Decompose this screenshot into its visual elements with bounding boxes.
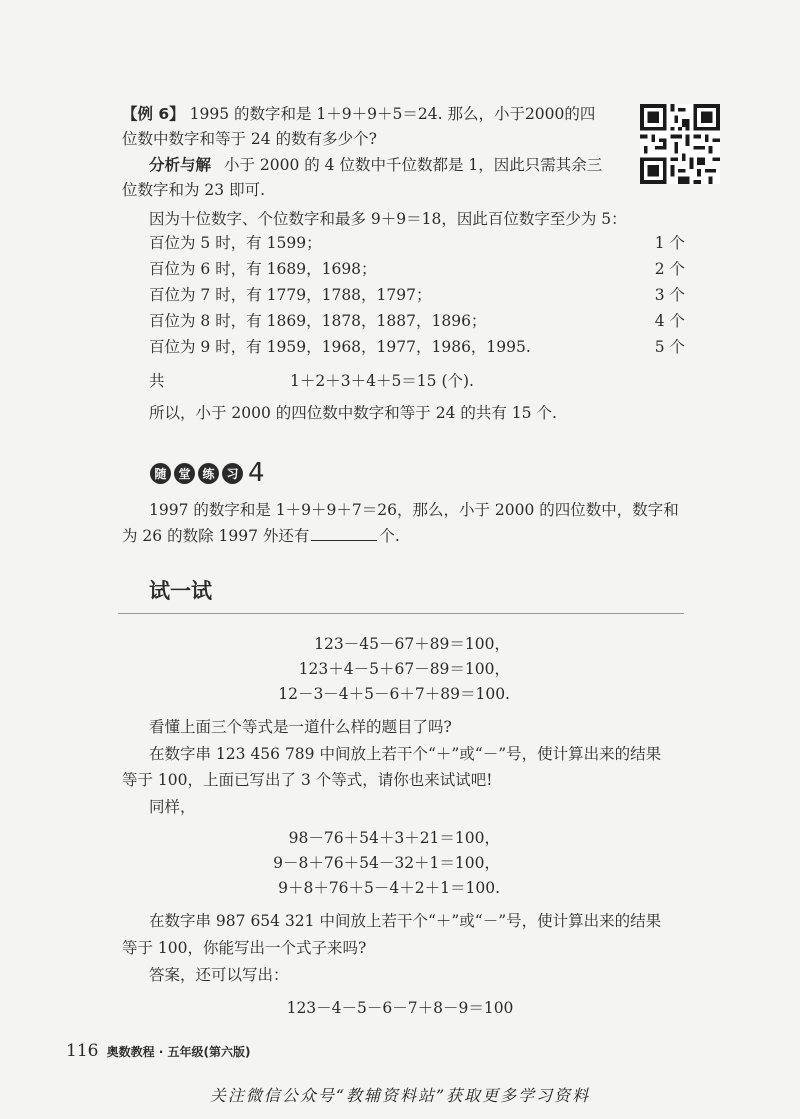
analysis-text-1: 小于 2000 的 4 位数中千位数都是 1，因此只需其余三 [223, 156, 603, 174]
practice-badge-char: 堂 [174, 463, 195, 484]
practice-heading [150, 458, 265, 488]
watermark-text: 关注微信公众号“教辅资料站”获取更多学习资料 [209, 1086, 591, 1105]
paragraph-answer-intro: 答案，还可以写出： [149, 966, 289, 984]
paragraph-task-4: 等于 100，你能写出一个式子来吗? [122, 939, 367, 957]
equation: 12－3－4＋5－6＋7＋89＝100. [278, 685, 510, 703]
case-row [149, 337, 685, 357]
total-label: 共 [149, 372, 165, 390]
page-footer [66, 1041, 250, 1061]
case-text: 百位为 8 时，有 1869，1878，1887，1896； [149, 312, 487, 330]
case-count: 3 个 [654, 286, 685, 304]
equation: 9－8＋76＋54－32＋1＝100， [273, 854, 500, 872]
practice-number: 4 [248, 458, 265, 488]
practice-badge-char: 随 [150, 463, 171, 484]
example-tag: 【例 6】 [122, 105, 185, 123]
case-row [149, 311, 685, 331]
paragraph-task-2: 等于 100，上面已写出了 3 个等式，请你也来试试吧! [122, 771, 493, 789]
page-number: 116 [66, 1041, 99, 1061]
analysis-label: 分析与解 [149, 156, 212, 174]
reason-line: 因为十位数字、个位数字和最多 9＋9＝18，因此百位数字至少为 5： [149, 210, 627, 228]
section-divider [118, 613, 684, 614]
practice-line-1: 1997 的数字和是 1＋9＋9＋7＝26，那么，小于 2000 的四位数中，数字和 [149, 501, 679, 519]
example-text-1: 1995 的数字和是 1＋9＋9＋5＝24. 那么，小于2000的四 [189, 105, 596, 123]
paragraph-question: 看懂上面三个等式是一道什么样的题目了吗? [149, 718, 452, 736]
example-line-1 [122, 104, 595, 124]
case-text: 百位为 9 时，有 1959，1968，1977，1986，1995. [149, 338, 531, 356]
book-title: 奥数教程 · 五年级(第六版) [106, 1045, 251, 1059]
practice-badge-char: 练 [198, 463, 219, 484]
paragraph-likewise: 同样， [149, 798, 196, 816]
case-row [149, 259, 685, 279]
paragraph-task-1: 在数字串 123 456 789 中间放上若干个“＋”或“－”号，使计算出来的结果 [149, 745, 662, 763]
equation: 123＋4－5＋67－89＝100， [298, 660, 510, 678]
case-count: 2 个 [654, 260, 685, 278]
practice-badge-char: 习 [222, 463, 243, 484]
total-expression: 1＋2＋3＋4＋5＝15 (个). [290, 372, 474, 390]
case-row [149, 233, 685, 253]
practice-text-before: 为 26 的数除 1997 外还有 [122, 527, 310, 545]
paragraph-task-3: 在数字串 987 654 321 中间放上若干个“＋”或“－”号，使计算出来的结果 [149, 912, 662, 930]
answer-blank [311, 526, 377, 541]
answer-equation: 123－4－5－6－7＋8－9＝100 [286, 999, 514, 1017]
practice-line-2 [122, 526, 400, 546]
qr-code-icon [640, 104, 720, 184]
case-count: 5 个 [654, 338, 685, 356]
case-count: 4 个 [654, 312, 685, 330]
case-text: 百位为 5 时，有 1599； [149, 234, 322, 252]
equation: 98－76＋54＋3＋21＝100， [288, 829, 500, 847]
example-line-2: 位数中数字和等于 24 的数有多少个? [122, 130, 377, 148]
section-title: 试一试 [149, 579, 212, 603]
analysis-line-1 [149, 155, 602, 175]
equation: 123－45－67＋89＝100， [314, 635, 510, 653]
conclusion-line: 所以，小于 2000 的四位数中数字和等于 24 的共有 15 个. [149, 404, 557, 422]
case-count: 1 个 [654, 234, 685, 252]
equation: 9＋8＋76＋5－4＋2＋1＝100. [278, 879, 500, 897]
case-row [149, 285, 685, 305]
practice-text-after: 个. [379, 527, 400, 545]
case-text: 百位为 7 时，有 1779，1788，1797； [149, 286, 432, 304]
analysis-line-2: 位数字和为 23 即可. [122, 181, 266, 199]
case-text: 百位为 6 时，有 1689，1698； [149, 260, 377, 278]
